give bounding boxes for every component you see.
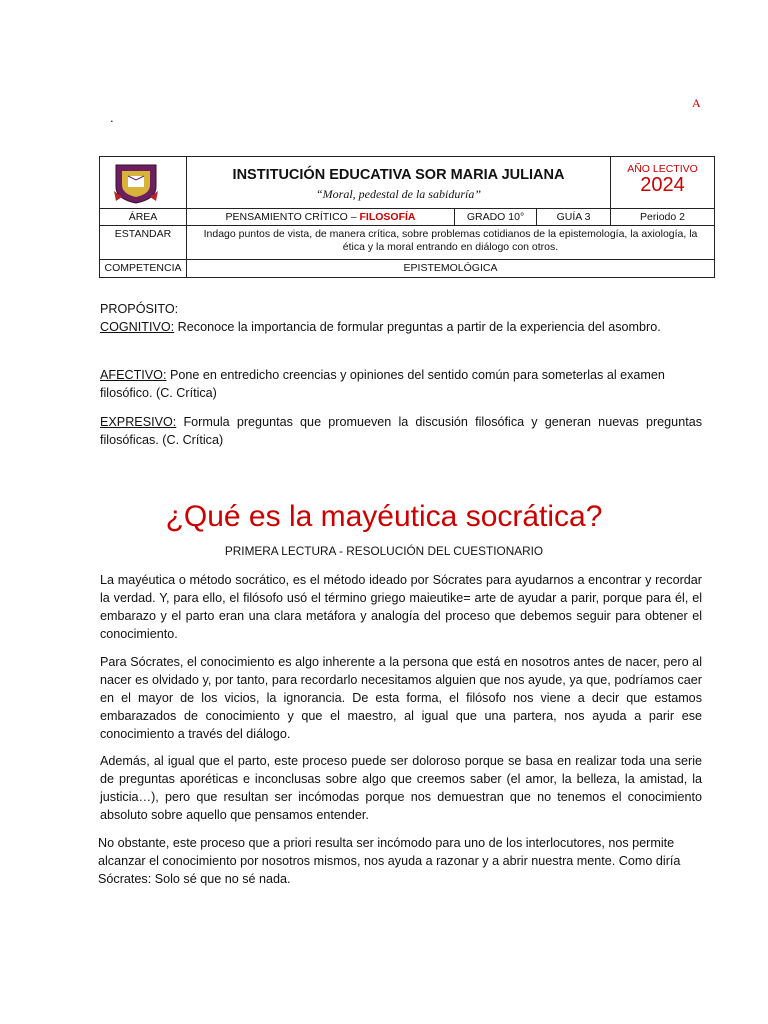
header-table [99,156,715,278]
paragraph: Para Sócrates, el conocimiento es algo inherente a la persona que está en nosotros antes de nacer, pero al nacer es olvidado y, por tanto, para recordarlo necesitamos alguien que nos ayude, ya que, podríamos caer en el mayor de los vicios, la ignorancia. De esta forma, el filósofo nos viene a decir que estamos embarazados de conocimiento y que el maestro, al igual que una partera, nos ayuda a parir ese conocimiento a través del diálogo. [100,655,702,741]
paragraph: Además, al igual que el parto, este proceso puede ser doloroso porque se basa en realizar toda una serie de preguntas aporéticas e inconclusas sobre algo que creemos saber (el amor, la belleza, la amistad, la justicia…), pero que resultan ser incómodas porque nos demuestran que no tenemos el conocimiento absoluto sobre aquello que pensamos entender. [100,754,702,822]
standard-text: Indago puntos de vista, de manera crítica, sobre problemas cotidianos de la epistemología, la axiología, la ética y la moral entrando en diálogo con otros. [186,225,715,260]
guide-number: GUÍA 3 [536,208,611,226]
area-value-prefix: PENSAMIENTO CRÍTICO – [225,211,357,223]
purpose-affective [100,366,702,402]
institution-name: INSTITUCIÓN EDUCATIVA SOR MARIA JULIANA [232,167,565,183]
period: Periodo 2 [610,208,715,226]
expressive-label: EXPRESIVO: [100,415,177,429]
corner-dot: . [110,110,114,125]
area-subject: FILOSOFÍA [359,211,416,223]
institution-cell [186,156,611,209]
standard-label: ESTANDAR [99,225,187,260]
competence-value: EPISTEMOLÓGICA [186,259,715,278]
affective-label: AFECTIVO: [100,368,167,382]
area-value [186,208,455,226]
reading-subtitle: PRIMERA LECTURA - RESOLUCIÓN DEL CUESTIONARIO [224,544,544,558]
school-crest-icon [112,161,160,205]
year-cell [610,156,715,209]
expressive-text: Formula preguntas que promueven la discusión filosófica y generan nuevas preguntas filosóficas. (C. Crítica) [100,415,702,447]
paragraph: No obstante, este proceso que a priori resulta ser incómodo para uno de los interlocutores, nos permite alcanzar el conocimiento por nosotros mismos, nos ayuda a razonar y a abrir nuestra mente. Como diría Sócrates: Solo sé que no sé nada. [98,836,681,886]
cognitive-label: COGNITIVO: [100,320,175,334]
cognitive-text: Reconoce la importancia de formular preguntas a partir de la experiencia del asombro. [177,320,661,334]
area-label: ÁREA [99,208,187,226]
institution-motto: “Moral, pedestal de la sabiduría” [315,187,481,201]
logo-cell [99,156,187,209]
school-year: 2024 [640,174,685,196]
corner-mark: A [692,96,701,110]
grade: GRADO 10° [454,208,537,226]
purpose-heading: PROPÓSITO: [100,302,179,316]
affective-text: Pone en entredicho creencias y opiniones del sentido común para someterlas al examen filosófico. (C. Crítica) [100,368,665,400]
competence-label: COMPETENCIA [99,259,187,278]
purpose-cognitive [100,318,702,336]
paragraph: La mayéutica o método socrático, es el método ideado por Sócrates para ayudarnos a encontrar y recordar la verdad. Y, para ello, el filósofo usó el término griego maieutike= arte de ayudar a parir, porque para él, el embarazo y el parto eran una clara metáfora y analogía del proceso que debemos seguir para obtener el conocimiento. [100,573,702,641]
year-label: AÑO LECTIVO [627,163,698,175]
reading-title: ¿Qué es la mayéutica socrática? [165,500,603,533]
purpose-expressive [100,413,702,449]
